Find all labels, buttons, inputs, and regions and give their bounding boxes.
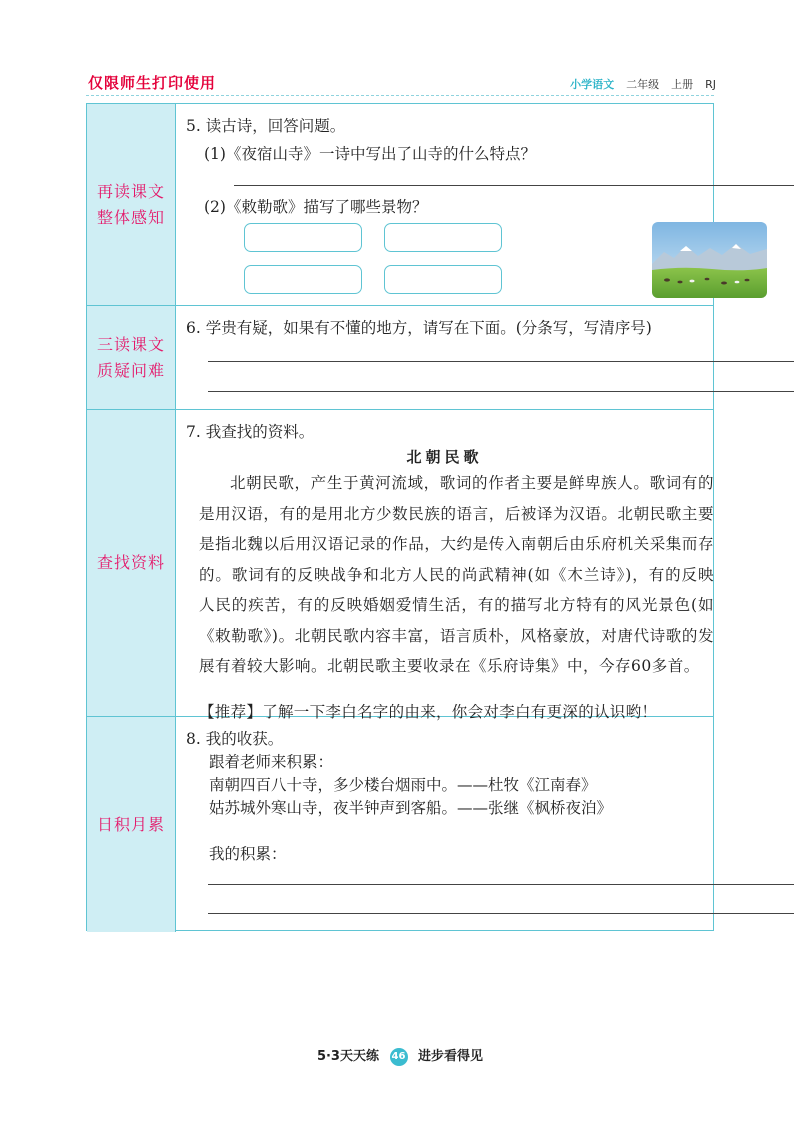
page-number: 46 (390, 1048, 408, 1066)
section-content (176, 717, 713, 932)
section-label-text: 日积月累 (96, 814, 165, 834)
answer-line[interactable] (208, 913, 794, 914)
section-label (87, 104, 176, 305)
section-question (87, 306, 713, 410)
section-label (87, 717, 176, 932)
header-divider (86, 95, 714, 96)
section-label-text: 三读课文 质疑问难 (96, 334, 165, 380)
term-label: 上册 (671, 78, 694, 91)
section-content (176, 306, 713, 409)
my-accumulation-label: 我的积累： (209, 845, 287, 863)
question-8: 8. 我的收获。 (186, 730, 284, 748)
answer-line[interactable] (208, 884, 794, 885)
section-content (176, 104, 713, 305)
answer-box-3[interactable] (244, 265, 362, 294)
question-5-part-1: (1)《夜宿山寺》一诗中写出了山寺的什么特点？ (204, 145, 536, 163)
grade-label: 二年级 (626, 78, 660, 91)
section-label-text: 查找资料 (96, 553, 165, 572)
section-label (87, 410, 176, 716)
article-title: 北朝民歌 (406, 448, 483, 466)
recommend-tip: 【推荐】了解一下李白名字的由来，你会对李白有更深的认识哟！ (199, 703, 658, 721)
edition-label: RJ (705, 77, 716, 91)
section-reread (87, 104, 713, 306)
worksheet-table (86, 103, 714, 931)
section-accumulate (87, 717, 713, 932)
question-7: 7. 我查找的资料。 (186, 423, 315, 441)
answer-box-2[interactable] (384, 223, 502, 252)
question-6: 6. 学贵有疑，如果有不懂的地方，请写在下面。(分条写，写清序号) (186, 319, 652, 337)
brand-label: 5·3天天练 (316, 1049, 379, 1064)
section-label-text: 再读课文 整体感知 (96, 181, 165, 227)
poem-line: 南朝四百八十寺，多少楼台烟雨中。——杜牧《江南春》 (209, 776, 597, 794)
section-research (87, 410, 714, 721)
answer-box-1[interactable] (244, 223, 362, 252)
question-5-part-2: (2)《敕勒歌》描写了哪些景物？ (204, 198, 428, 216)
slogan-label: 进步看得见 (418, 1049, 484, 1064)
page-footer (0, 1045, 800, 1066)
question-5-title: 5. 读古诗，回答问题。 (186, 117, 346, 135)
poem-line: 姑苏城外寒山寺，夜半钟声到客船。——张继《枫桥夜泊》 (209, 799, 613, 817)
section-content (176, 410, 714, 721)
grassland-photo (652, 222, 767, 298)
answer-line[interactable] (208, 391, 794, 392)
follow-teacher-label: 跟着老师来积累： (209, 753, 334, 771)
answer-line[interactable] (234, 185, 794, 186)
article-body: 北朝民歌，产生于黄河流域，歌词的作者主要是鲜卑族人。歌词有的是用汉语，有的是用北方少数民族的语言，后被译为汉语。北朝民歌主要是指北魏以后用汉语记录的作品，大约是传入南朝后由乐府机关采集而存的。歌词有的反映战争和北方人民的尚武精神(如《木兰诗》)，有的反映人民的疾苦，有的反映婚姻爱情生活，有的描写北方特有的风光景色(如《敕勒歌》)。北朝民歌内容丰富，语言质朴，风格豪放，对唐代诗歌的发展有着较大影响。北朝民歌主要收录在《乐府诗集》中，今存60多首。 (199, 474, 714, 675)
subject-label: 小学语文 (570, 78, 615, 91)
print-notice: 仅限师生打印使用 (88, 74, 217, 92)
answer-line[interactable] (208, 361, 794, 362)
section-label (87, 306, 176, 409)
answer-box-4[interactable] (384, 265, 502, 294)
book-info (570, 76, 716, 92)
